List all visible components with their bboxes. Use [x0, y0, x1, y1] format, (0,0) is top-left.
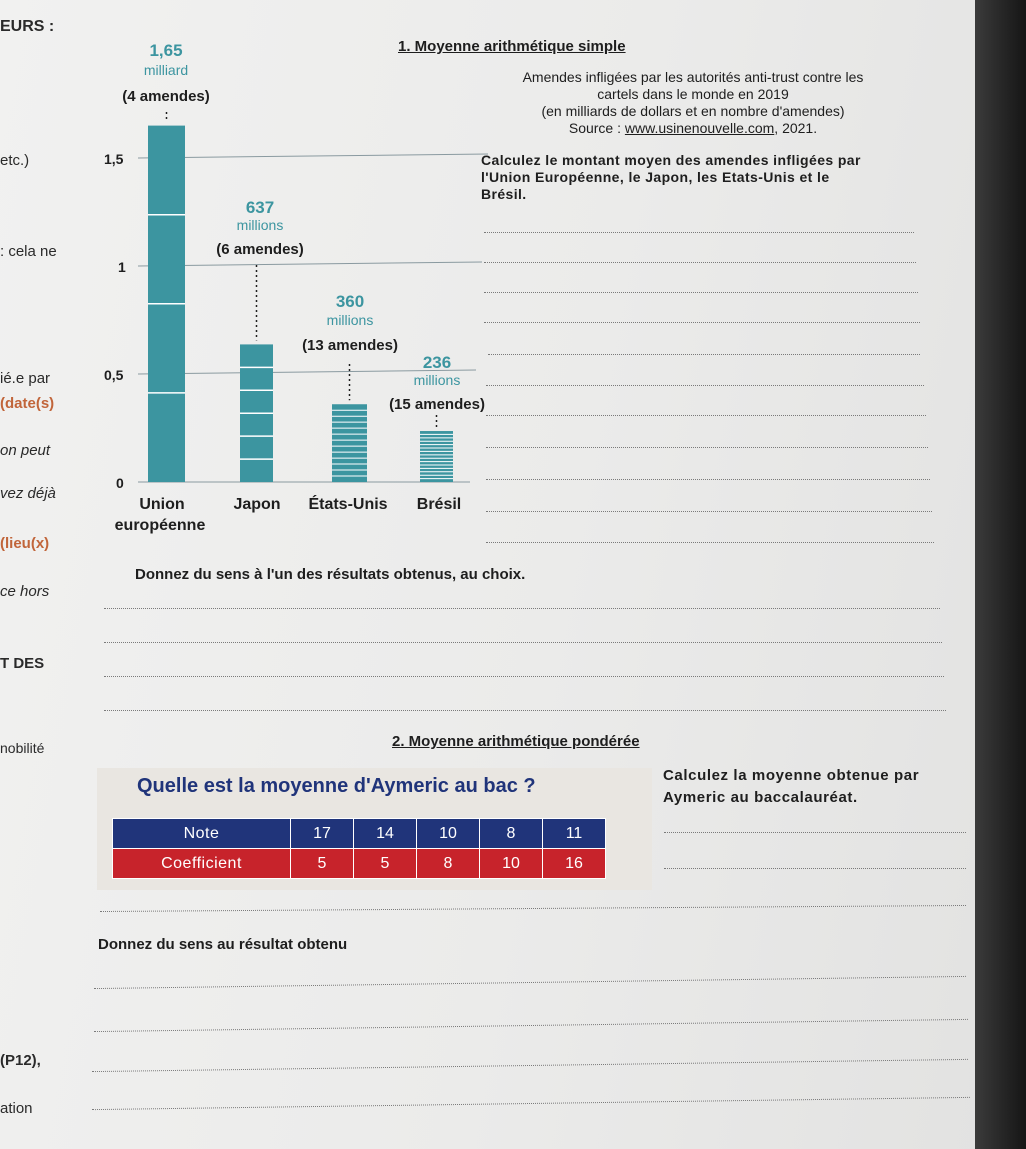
answer-line[interactable] — [484, 322, 920, 323]
coefficient-cell: 16 — [543, 849, 606, 879]
coefficient-cell: 8 — [417, 849, 480, 879]
margin-lieu-fragment: (lieu(x) — [0, 535, 50, 552]
note-cell: 8 — [480, 819, 543, 849]
margin-p12-fragment: (P12), — [0, 1052, 41, 1069]
category-label: européenne — [114, 517, 206, 534]
bar-amount-label: 360 — [335, 292, 365, 311]
y-tick-label: 0 — [116, 475, 124, 491]
note-cell: 17 — [291, 819, 354, 849]
answer-line[interactable] — [486, 447, 928, 448]
answer-line[interactable] — [104, 642, 942, 643]
source-line-2: cartels dans le monde en 2019 — [597, 86, 789, 102]
bar-count-label: (4 amendes) — [122, 88, 210, 105]
answer-line[interactable] — [94, 1019, 968, 1032]
margin-vezdeja-fragment: vez déjà — [0, 485, 56, 502]
question2-line-2: Aymeric au baccalauréat. — [663, 789, 858, 806]
bar-unit-label: milliard — [143, 62, 189, 78]
source-prefix: Source : — [568, 120, 625, 136]
grades-table-title: Quelle est la moyenne d'Aymeric au bac ? — [137, 775, 536, 797]
bar-amount-label: 236 — [422, 353, 452, 372]
margin-onpeut-fragment: on peut — [0, 442, 51, 459]
answer-line[interactable] — [92, 1059, 968, 1072]
y-tick-label: 0,5 — [104, 367, 124, 383]
answer-line[interactable] — [94, 976, 966, 989]
source-line-1: Amendes infligées par les autorités anti-trust contre les — [522, 69, 864, 85]
note-cell: 11 — [543, 819, 606, 849]
bar-amount-label: 637 — [245, 198, 275, 217]
margin-iee-fragment: ié.e par — [0, 370, 51, 387]
question1-line-3: Brésil. — [481, 186, 527, 202]
answer-line[interactable] — [488, 354, 920, 355]
margin-tdes-fragment: T DES — [0, 655, 45, 672]
category-label: Brésil — [416, 496, 462, 513]
note-cell: 10 — [417, 819, 480, 849]
bar-count-label: (6 amendes) — [216, 241, 304, 258]
bar-amount-label: 1,65 — [149, 41, 183, 60]
answer-line[interactable] — [104, 608, 940, 609]
coefficient-row — [113, 849, 606, 879]
question2-sense-text: Donnez du sens au résultat obtenu — [98, 936, 348, 953]
gridline — [138, 154, 488, 158]
source-link[interactable]: www.usinenouvelle.com — [624, 120, 775, 136]
question1-sense-text: Donnez du sens à l'un des résultats obtenus, au choix. — [135, 566, 526, 583]
fines-bar-chart — [0, 0, 1000, 560]
section1-heading: 1. Moyenne arithmétique simple — [398, 38, 626, 55]
coefficient-cell: 5 — [354, 849, 417, 879]
margin-top-fragment: EURS : — [0, 18, 55, 35]
bar-count-label: (15 amendes) — [389, 396, 485, 413]
answer-line[interactable] — [104, 710, 946, 711]
answer-line[interactable] — [104, 676, 944, 677]
margin-ation-fragment: ation — [0, 1100, 33, 1117]
bar-unit-label: millions — [236, 217, 284, 233]
answer-line[interactable] — [664, 868, 966, 869]
grades-table — [112, 818, 606, 879]
answer-line[interactable] — [486, 385, 924, 386]
bar — [420, 431, 453, 482]
answer-line[interactable] — [484, 232, 914, 233]
bar-unit-label: millions — [413, 372, 461, 388]
margin-cehors-fragment: ce hors — [0, 583, 50, 600]
page-edge-shadow — [975, 0, 1026, 1149]
y-tick-label: 1 — [118, 259, 126, 275]
answer-line[interactable] — [484, 262, 916, 263]
source-suffix: , 2021. — [774, 120, 818, 136]
answer-line[interactable] — [486, 479, 930, 480]
category-label: Japon — [233, 496, 281, 513]
bar-unit-label: millions — [326, 312, 374, 328]
answer-line[interactable] — [664, 832, 966, 833]
note-row-header: Note — [113, 819, 291, 849]
gridline — [138, 262, 482, 266]
margin-nobilite-fragment: nobilité — [0, 740, 45, 756]
margin-date-fragment: (date(s) — [0, 395, 55, 412]
coefficient-cell: 5 — [291, 849, 354, 879]
answer-line[interactable] — [486, 511, 932, 512]
category-label: États-Unis — [308, 496, 388, 513]
question1-line-2: l'Union Européenne, le Japon, les Etats-Unis et le — [481, 169, 830, 185]
question2-text — [663, 765, 919, 809]
margin-cela-fragment: : cela ne — [0, 243, 57, 260]
source-line-3: (en milliards de dollars et en nombre d'amendes) — [541, 103, 845, 119]
coefficient-cell: 10 — [480, 849, 543, 879]
question2-line-1: Calculez la moyenne obtenue par — [663, 767, 920, 784]
answer-line[interactable] — [100, 905, 966, 912]
category-label: Union — [139, 496, 185, 513]
answer-line[interactable] — [486, 542, 934, 543]
bar-count-label: (13 amendes) — [302, 337, 398, 354]
y-tick-label: 1,5 — [104, 151, 124, 167]
answer-line[interactable] — [92, 1097, 970, 1110]
question1-line-1: Calculez le montant moyen des amendes infligées par — [481, 152, 861, 168]
section2-heading: 2. Moyenne arithmétique pondérée — [392, 733, 640, 750]
answer-line[interactable] — [484, 292, 918, 293]
note-cell: 14 — [354, 819, 417, 849]
coefficient-row-header: Coefficient — [113, 849, 291, 879]
answer-line[interactable] — [486, 415, 926, 416]
margin-etc-fragment: etc.) — [0, 152, 30, 169]
note-row — [113, 819, 606, 849]
